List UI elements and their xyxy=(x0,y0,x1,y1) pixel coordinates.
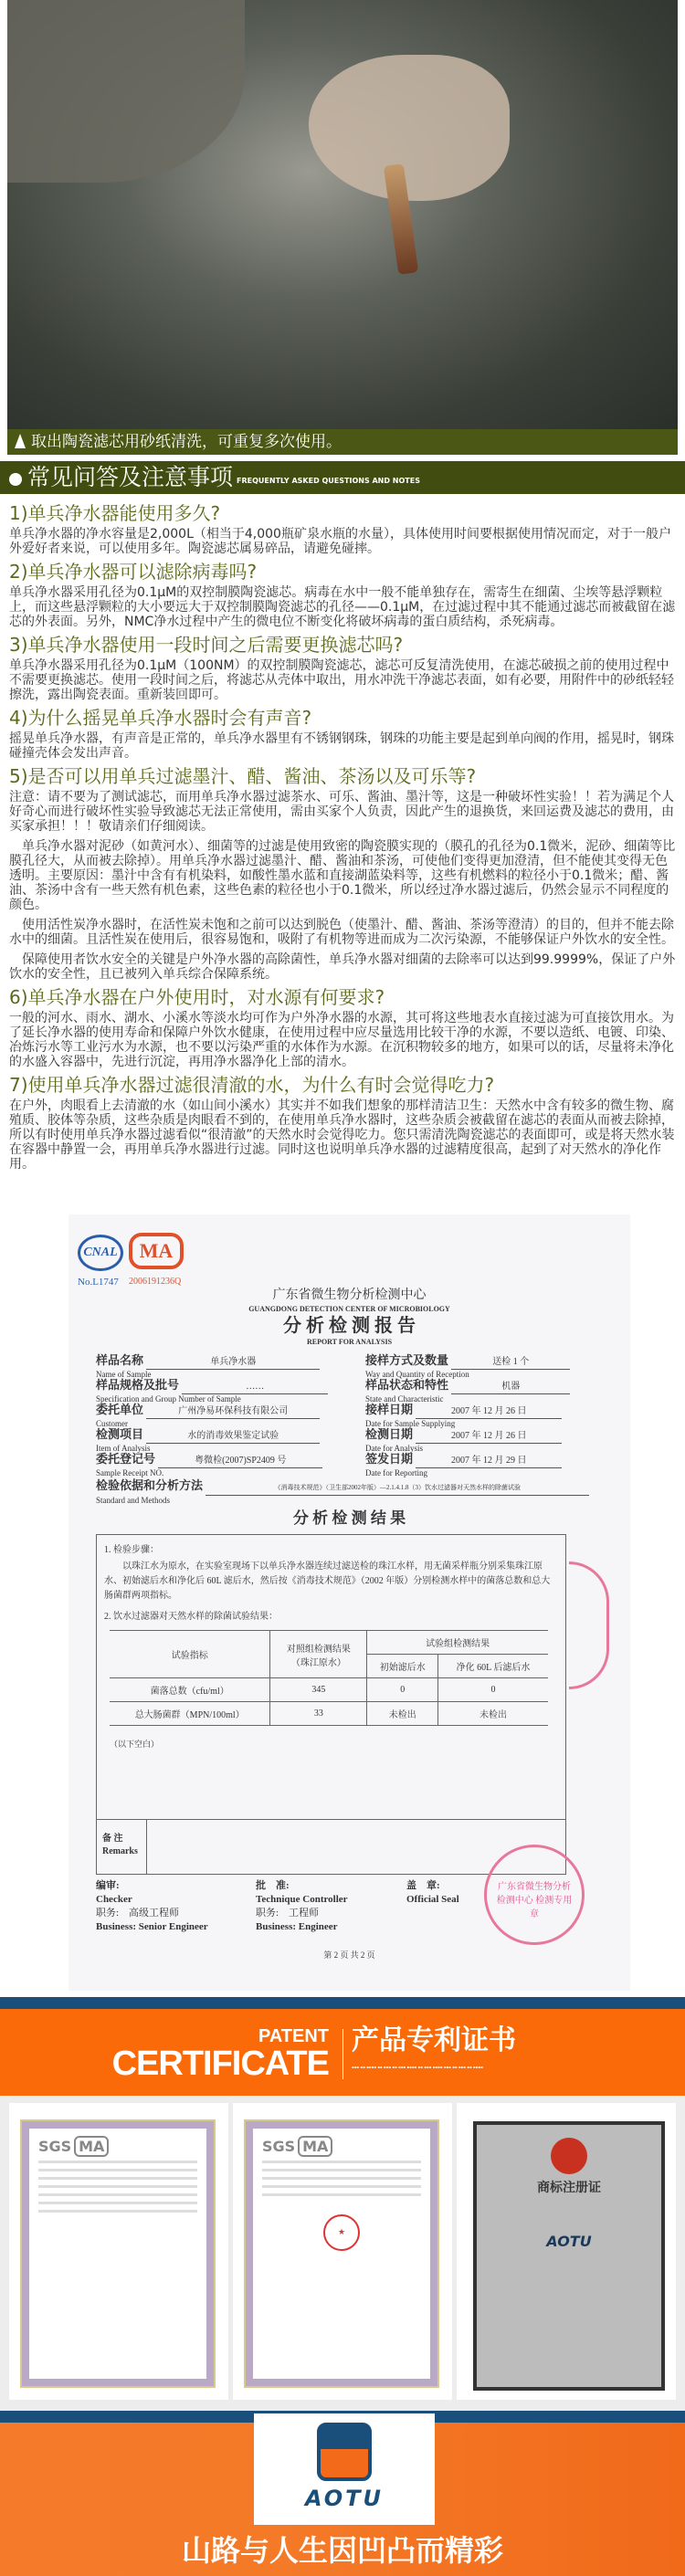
remarks-box: 备 注 Remarks xyxy=(96,1820,566,1875)
field-state: 样品状态和特性 机器 State and Characteristic xyxy=(365,1378,570,1404)
org-name: 广东省微生物分析检测中心 xyxy=(272,1288,427,1302)
table-row: 菌落总数（cfu/ml） 345 0 0 xyxy=(110,1678,548,1702)
official-seal: 广东省微生物分析检测中心 检测专用章 xyxy=(484,1845,585,1945)
table-row: 总大肠菌群（MPN/100ml） 33 未检出 未检出 xyxy=(110,1702,548,1726)
results-title: 分 析 检 测 结 果 xyxy=(292,1509,406,1527)
brand-footer xyxy=(0,2423,685,2576)
cma-number: 2006191236Q xyxy=(129,1277,182,1287)
faq-title: 常见问答及注意事项 xyxy=(27,464,234,490)
field-sample-name: 样品名称 单兵净水器 Name of Sample xyxy=(96,1353,320,1379)
cnal-number: No.L1747 xyxy=(78,1277,119,1288)
faq-answer: 一般的河水、雨水、湖水、小溪水等淡水均可作为户外净水器的水源，其可将这些地表水直接过滤为可直接饮用水。为了延长净水器的使用寿命和保障户外饮水健康，在使用过程中应尽量选用比较干净的水源，不要以造纸、电镀、印染、冶炼污水等工业污水为水源，也不要以污染严重的水体作为水源。在沉积物较多的地方，如果可以的话，尽量将未净化的水盛入容器中，先进行沉淀，再用净水器净化上部的清水。 xyxy=(9,1011,674,1069)
faq-question: 1)单兵净水器能使用多久? xyxy=(9,502,221,524)
photo-caption xyxy=(7,429,678,455)
certificate-gallery xyxy=(0,2096,685,2411)
faq-answer: 单兵净水器对泥砂（如黄河水）、细菌等的过滤是使用致密的陶瓷膜实现的（膜孔的孔径为0.1微米，泥砂、细菌等比膜孔径大，从而被去除掉）。用单兵净水器过滤墨汁、醋、酱油和茶汤，可使他们变得更加澄清，但不能使其变得无色透明。主要原因：墨汁中含有有机染料，如酸性墨水蓝和直接湖蓝染料等，这些有机燃料的粒径小于0.1微米；醋、酱油、茶汤中含有一些天然有机色素，这些色素的粒径也小于0.1微米，所以经过净水器过滤后，仍然会显示不同程度的颜色。 xyxy=(9,839,676,912)
field-report-date: 签发日期 2007 年 12 月 29 日 Date for Reporting xyxy=(365,1452,562,1477)
results-box xyxy=(96,1534,566,1820)
field-reception: 接样方式及数量 送检 1 个 Way and Quantity of Reception xyxy=(365,1353,570,1379)
rock-shape xyxy=(7,0,245,183)
report-title: 分 析 检 测 报 告 xyxy=(283,1316,416,1336)
certificate-card xyxy=(457,2103,676,2400)
report-title-en: REPORT FOR ANALYSIS xyxy=(306,1338,393,1346)
faq-answer: 注意：请不要为了测试滤芯，而用单兵净水器过滤茶水、可乐、酱油、墨汁等，这是一种破坏性实验！！若为满足个人好奇心而进行破坏性实验导致滤芯无法正常使用，需由买家个人负责，因此产生的退换货，来回运费及滤芯的费用，由买家承担！！！敬请亲们仔细阅读。 xyxy=(9,790,674,834)
cnal-logo: CNAL xyxy=(78,1235,123,1271)
faq-question: 4)为什么摇晃单兵净水器时会有声音? xyxy=(9,707,312,729)
step-title: 1. 检验步骤： xyxy=(104,1545,159,1555)
faq-question: 3)单兵净水器使用一段时间之后需要更换滤芯吗? xyxy=(9,634,404,656)
faq-answer: 使用活性炭净水器时，在活性炭未饱和之前可以达到脱色（使墨汁、醋、酱油、茶汤等澄清）的目的，但并不能去除水中的细菌。且活性炭在使用后，很容易饱和，吸附了有机物等进而成为二次污染源，不能够保证户外饮水的安全性。 xyxy=(9,918,674,947)
field-supply-date: 接样日期 2007 年 12 月 26 日 Date for Sample Supplying xyxy=(365,1403,562,1428)
faq-question: 2)单兵净水器可以滤除病毒吗? xyxy=(9,561,258,583)
certificate-banner xyxy=(0,2009,685,2096)
hands-shape xyxy=(309,55,510,201)
tech-block: 批 准: Technique Controller 职务: 工程师 Business: Engineer xyxy=(256,1880,348,1932)
divider xyxy=(342,2029,343,2079)
faq-subtitle: FREQUENTLY ASKED QUESTIONS AND NOTES xyxy=(237,477,420,485)
faq-question: 6)单兵净水器在户外使用时，对水源有何要求? xyxy=(9,986,385,1008)
seal-partial xyxy=(569,1561,609,1689)
product-photo xyxy=(7,0,678,429)
step-text: 以珠江水为原水，在实验室现场下以单兵净水器连续过滤送检的珠江水样，用无菌采样瓶分别采集珠江原水、初始滤后水和净化后 60L 滤后水，然后按《消毒技术规范》（2002 年版）分别检测水样中的菌落总数和总大肠菌群两项指标。 xyxy=(104,1561,551,1601)
field-method: 检验依据和分析方法 《消毒技术规范》（卫生部2002年版）—2.1.4.1.8（3）饮水过滤器对天然水样的除菌试验 Standard and Methods xyxy=(96,1478,589,1505)
slogan: 山路与人生因凹凸而精彩 xyxy=(181,2533,503,2568)
checker-block: 编审: Checker 职务: 高级工程师 Business: Senior Engineer xyxy=(96,1880,208,1932)
faq-answer: 单兵净水器采用孔径为0.1μM（100NM）的双控制膜陶瓷滤芯，滤芯可反复清洗使用，在滤芯破损之前的使用过程中不需要更换滤芯。使用一段时间之后，将滤芯从壳体中取出，用水冲洗干净滤芯表面，如有必要，用附件中的砂纸轻轻擦洗，露出陶瓷表面。重新装回即可。 xyxy=(9,658,674,702)
field-item: 检测项目 水的消毒效果鉴定试验 Item of Analysis xyxy=(96,1427,320,1453)
sgs-report-1: SGS MA xyxy=(22,2121,214,2386)
certificate-card xyxy=(233,2103,452,2400)
faq-answer: 在户外，肉眼看上去清澈的水（如山间小溪水）其实并不如我们想象的那样清洁卫生：天然水中含有较多的微生物、腐殖质、胶体等杂质，这些杂质是肉眼看不到的，在使用单兵净水器时，这些杂质会被截留在滤芯的表面从而被去除掉，所以有时使用单兵净水器过滤看似“很清澈”的天然水时会觉得吃力。您只需清洗陶瓷滤芯的表面即可，或是将天然水装在容器中静置一会，再用单兵净水器进行过滤。同时这也说明单兵净水器的过滤精度很高，起到了对天然水的净化作用。 xyxy=(9,1099,675,1172)
triangle-icon xyxy=(15,434,26,448)
faq-answer: 保障使用者饮水安全的关键是户外净水器的高除菌性，单兵净水器对细菌的去除率可以达到99.9999%，保证了户外饮水的安全性，且已被列入单兵综合保障系统。 xyxy=(9,952,676,982)
field-receipt-no: 委托登记号 粤微检(2007)SP2409 号 Sample Receipt NO. xyxy=(96,1452,322,1477)
faq-header xyxy=(0,461,685,494)
trademark-certificate: 商标注册证 AOTU xyxy=(473,2121,665,2391)
aotu-mark-icon xyxy=(317,2423,372,2481)
field-customer: 委托单位 广州净易环保科技有限公司 Customer xyxy=(96,1403,320,1428)
analysis-report xyxy=(68,1214,630,1991)
blank-note: （以下空白） xyxy=(110,1740,160,1749)
table-title: 2. 饮水过滤器对天然水样的除菌试验结果： xyxy=(104,1612,278,1622)
certificate-cn: 产品专利证书 xyxy=(352,2024,516,2056)
org-name-en: GUANGDONG DETECTION CENTER OF MICROBIOLOGY xyxy=(248,1305,450,1313)
divider-bar xyxy=(0,1997,685,2009)
sgs-report-2: SGS MA ★ xyxy=(246,2121,437,2386)
faq-answer: 单兵净水器采用孔径为0.1μM的双控制膜陶瓷滤芯。病毒在水中一般不能单独存在，需寄生在细菌、尘埃等悬浮颗粒上，而这些悬浮颗粒的大小要远大于双控制膜陶瓷滤芯的孔径——0.1μM，在过滤过程中其不能通过滤芯而被截留在滤芯的外表面。另外，NMC净水过程中产生的微电位不断变化将破坏病毒的蛋白质结构，杀死病毒。 xyxy=(9,585,676,629)
seal-block: 盖 章: Official Seal xyxy=(406,1880,459,1905)
certificate-en: PATENT CERTIFICATE xyxy=(111,2026,329,2083)
caption-text: 取出陶瓷滤芯用砂纸清洗，可重复多次使用。 xyxy=(31,433,342,451)
results-table: 试验指标 对照组检测结果 （珠江原水） 试验组检测结果 初始滤后水 净化 60L 后滤后水 菌落总数（cfu/ml） 345 0 0 总大肠菌群（MPN/100ml） 33 未检出 未检出 xyxy=(110,1630,548,1726)
faq-question: 7)使用单兵净水器过滤很清澈的水，为什么有时会觉得吃力? xyxy=(9,1074,495,1096)
decorative-text: ▪▪▪ ▪▪ ▪▪▪▪ ▪▪ ▪▪▪ ▪▪ ▪▪▪ ▪▪▪▪ ▪▪ ▪▪▪ ▪▪▪▪ ▪▪▪ ▪▪ ▪▪▪ ▪▪ ▪▪▪▪ xyxy=(352,2065,483,2069)
field-specification: 样品规格及批号 …… Specification and Group Number of Sample xyxy=(96,1378,328,1404)
certificate-card xyxy=(9,2103,228,2400)
faq-question: 5)是否可以用单兵过滤墨汁、醋、酱油、茶汤以及可乐等? xyxy=(9,765,477,787)
cma-logo: MA xyxy=(129,1233,184,1269)
field-analysis-date: 检测日期 2007 年 12 月 26 日 Date for Analysis xyxy=(365,1427,562,1453)
faq-answer: 单兵净水器的净水容量是2,000L（相当于4,000瓶矿泉水瓶的水量），具体使用时间要根据使用情况而定，对于一般户外爱好者来说，可以使用多年。陶瓷滤芯属易碎品，请避免碰摔。 xyxy=(9,527,671,556)
faq-answer: 摇晃单兵净水器，有声音是正常的，单兵净水器里有不锈钢钢珠，钢珠的功能主要是起到单向阀的作用，摇晃时，钢珠碰撞壳体会发出声音。 xyxy=(9,731,674,761)
faq-list xyxy=(9,498,676,1172)
page-number: 第 2 页 共 2 页 xyxy=(323,1950,375,1960)
bullet-icon xyxy=(9,473,22,486)
aotu-logo: AOTU xyxy=(254,2413,435,2525)
